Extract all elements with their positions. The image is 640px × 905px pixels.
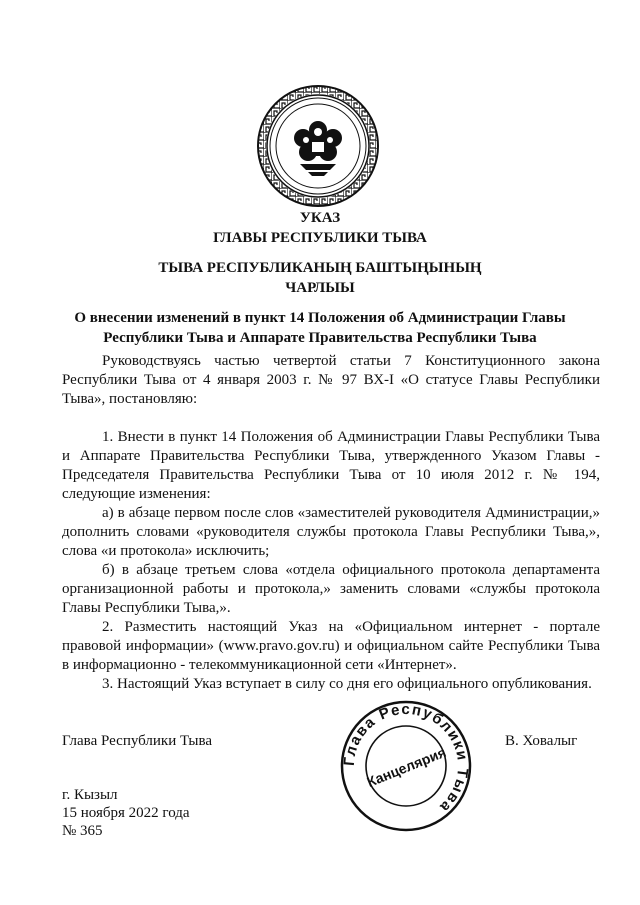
tuva-emblem-icon: [256, 84, 380, 208]
item-2-paragraph: 2. Разместить настоящий Указ на «Официальном интернет - портале правовой информации» (www.pravo.gov.ru) и официальном сайте Республики Тыва в информационно - телекоммуникационной сети «Интернет».: [62, 619, 600, 673]
item-3-paragraph: 3. Настоящий Указ вступает в силу со дня его официального опубликования.: [102, 676, 592, 692]
stamp-inner-text: Канцелярия: [364, 743, 449, 791]
issue-date: 15 ноября 2022 года: [62, 805, 190, 821]
item-1b-paragraph: б) в абзаце третьем слова «отдела официального протокола департамента организационной работы и протокола,» заменить словами «службы протокола Главы Республики Тыва,».: [62, 562, 600, 616]
item-1a-paragraph: а) в абзаце первом после слов «заместителей руководителя Администрации,» дополнить словами «руководителя службы протокола Главы Республики Тыва,», слова «и протокола» исключить;: [62, 505, 600, 559]
signatory-position: Глава Республики Тыва: [62, 733, 213, 749]
signatory-name: В. Ховалыг: [505, 733, 578, 749]
decree-number: № 365: [62, 823, 103, 839]
place-of-issue: г. Кызыл: [62, 787, 118, 803]
chancellery-stamp: [338, 698, 474, 834]
decree-subject: О внесении изменений в пункт 14 Положения об Администрации Главы Республики Тыва и Аппарате Правительства Республики Тыва: [74, 310, 566, 346]
item-1-paragraph: 1. Внести в пункт 14 Положения об Администрации Главы Республики Тыва и Аппарате Правительства Республики Тыва, утвержденного Указом Главы - Председателя Правительства Республики Тыва от 10 июля 2012 г. № 194, следующие изменения:: [62, 429, 600, 502]
decree-footer: [62, 786, 190, 840]
decree-title-tuvan: ТЫВА РЕСПУБЛИКАНЫҢ БАШТЫҢЫНЫҢ ЧАРЛЫЫ: [158, 260, 482, 296]
decree-body: [62, 352, 600, 694]
stamp-outer-text: Глава Республики Тыва: [340, 700, 472, 817]
preamble-paragraph: Руководствуясь частью четвертой статьи 7 Конституционного закона Республики Тыва от 4 января 2003 г. № 97 ВХ-I «О статусе Главы Республики Тыва», постановляю:: [62, 353, 600, 407]
decree-title: УКАЗ ГЛАВЫ РЕСПУБЛИКИ ТЫВА: [213, 210, 427, 246]
